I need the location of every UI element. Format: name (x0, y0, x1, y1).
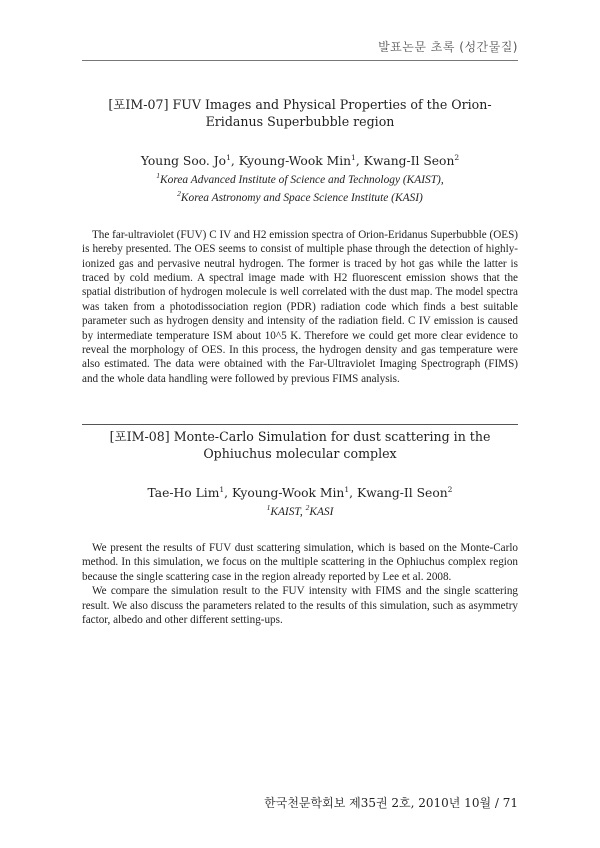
affiliation (82, 501, 518, 519)
affiliation-sup: 2 (305, 503, 310, 513)
author-sup: 1 (226, 153, 231, 162)
affiliation-sup: 2 (177, 188, 181, 198)
abstract-body (82, 228, 518, 386)
abstract-paragraph: The far-ultraviolet (FUV) C IV and H2 emission spectra of Orion-Eridanus Superbubble (OES) is hereby presented. The OES seems to consist of multiple phase through the detection of highly-ionized gas and pervasive neutral hydrogen. The former is traced by hot gas while the latter is traced by cold medium. A spectral image made with H2 fluorescent emission shows that the spatial distribution of hydrogen molecule is well correlated with the dust map. The model spectra was taken from a photodissociation region (PDR) radiation code which finds a best suitable parameter such as hydrogen density and intensity of the radiation field. C IV emission is caused by intermediate temperature ISM about 10^5 K. Therefore we could get more clear evidence to reveal the morphology of OES. In this process, the hydrogen density and gas temperature were also estimated. The data were obtained with the Far-Ultraviolet Imaging Spectrograph (FIMS) and the whole data handling were followed by previous FIMS analysis. (82, 228, 518, 385)
author-name: Kyoung-Wook Min (238, 154, 352, 169)
affiliation-text: KAIST, (270, 505, 306, 518)
author-name: Tae-Ho Lim (147, 486, 220, 501)
affiliation-text: KASI (309, 505, 334, 518)
author-list: Young Soo. Jo$^1$, Kyoung-Wook Min$^1$, Kwang-Il Seon$^2$ (140, 153, 460, 169)
abstract-paragraph: We compare the simulation result to the FUV intensity with FIMS and the single scattering result. We also discuss the parameters related to the results of this simulation, such as asymmetry factor, albedo and other different setting-ups. (82, 585, 518, 626)
author-name: Kwang-Il Seon (363, 154, 455, 169)
affiliation-sup: 1 (266, 503, 271, 513)
author-list: Tae-Ho Lim$^1$, Kyoung-Wook Min$^1$, Kwang-Il Seon$^2$ (147, 485, 453, 501)
abstract-title: [포IM-07] FUV Images and Physical Properties of the Orion-Eridanus Superbubble region (108, 97, 492, 129)
affiliation-sup: 1 (156, 171, 161, 181)
header-rule (82, 60, 518, 61)
author-name: Young Soo. Jo (140, 154, 227, 169)
author-sup: 2 (454, 153, 460, 162)
abstract-body (82, 541, 518, 627)
abstract-title: [포IM-08] Monte-Carlo Simulation for dust scattering in the Ophiuchus molecular complex (109, 429, 491, 461)
author-sup: 1 (219, 485, 225, 494)
page-footer: 한국천문학회보 제35권 2호, 2010년 10월 / 71 (264, 796, 518, 810)
affiliation (82, 187, 518, 205)
author-sup: 2 (447, 485, 453, 494)
abstract-paragraph: We present the results of FUV dust scattering simulation, which is based on the Monte-Carlo method. In this simulation, we focus on the multiple scattering in the Ophiuchus complex region because the single scattering case in the region already reported by Lee et al. 2008. (82, 541, 518, 583)
running-header: 발표논문 초록 (성간물질) (378, 40, 518, 54)
author-sup: 1 (351, 153, 356, 162)
affiliation-text: Korea Astronomy and Space Science Institute (KASI) (180, 191, 423, 204)
abstract-im07 (82, 96, 518, 386)
author-sup: 1 (344, 485, 350, 494)
affiliation (82, 169, 518, 187)
author-name: Kyoung-Wook Min (231, 486, 345, 501)
abstract-im08 (82, 428, 518, 627)
section-divider (82, 424, 518, 425)
affiliation-text: Korea Advanced Institute of Science and Technology (KAIST), (160, 173, 444, 186)
author-name: Kwang-Il Seon (356, 486, 448, 501)
